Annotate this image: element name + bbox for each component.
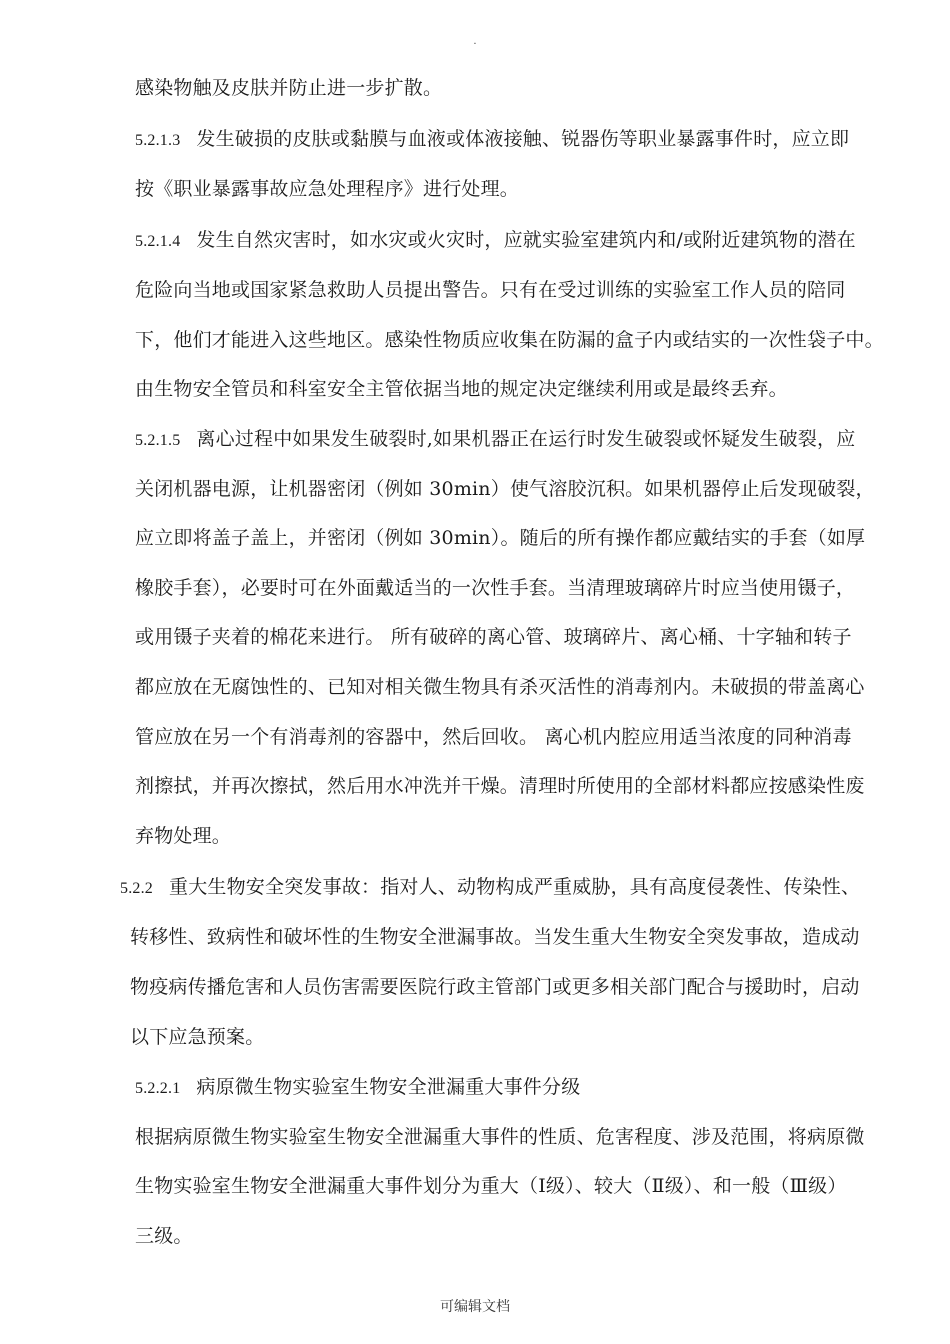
text-line: 由生物安全管员和科室安全主管依据当地的规定决定继续利用或是最终丢弃。 — [135, 378, 788, 400]
text-line: 根据病原微生物实验室生物安全泄漏重大事件的性质、危害程度、涉及范围，将病原微 — [135, 1126, 865, 1148]
text-line: 生物实验室生物安全泄漏重大事件划分为重大（Ⅰ级）、较大（Ⅱ级）、和一般（Ⅲ级） — [135, 1175, 847, 1197]
text-line: 5.2.1.4 发生自然灾害时，如水灾或火灾时，应就实验室建筑内和/或附近建筑物的潜在 — [135, 227, 856, 255]
section-number: 5.2.2.1 — [135, 1080, 181, 1097]
section-number: 5.2.1.4 — [135, 233, 181, 250]
text-line: 剂擦拭，并再次擦拭，然后用水冲洗并干燥。清理时所使用的全部材料都应按感染性废 — [135, 775, 865, 797]
text-line: 管应放在另一个有消毒剂的容器中，然后回收。 离心机内腔应用适当浓度的同种消毒 — [135, 726, 852, 748]
header-mark: . — [473, 36, 477, 47]
text-line: 5.2.2 重大生物安全突发事故：指对人、动物构成严重威胁，具有高度侵袭性、传染性、 — [120, 874, 860, 902]
page-footer: 可编辑文档 — [440, 1299, 510, 1315]
section-number: 5.2.2 — [120, 880, 153, 897]
text-line: 关闭机器电源，让机器密闭（例如 30min）使气溶胶沉积。如果机器停止后发现破裂， — [135, 478, 875, 500]
text-line: 5.2.1.3 发生破损的皮肤或黏膜与血液或体液接触、锐器伤等职业暴露事件时，应立即 — [135, 126, 849, 154]
text-line: 下，他们才能进入这些地区。感染性物质应收集在防漏的盒子内或结实的一次性袋子中。 — [135, 329, 884, 351]
text-line: 5.2.2.1 病原微生物实验室生物安全泄漏重大事件分级 — [135, 1074, 580, 1102]
text-line: 感染物触及皮肤并防止进一步扩散。 — [135, 77, 443, 99]
text-line: 5.2.1.5 离心过程中如果发生破裂时,如果机器正在运行时发生破裂或怀疑发生破裂，应 — [135, 426, 855, 454]
text-line: 或用镊子夹着的棉花来进行。 所有破碎的离心管、玻璃碎片、离心桶、十字轴和转子 — [135, 626, 852, 648]
text-line: 应立即将盖子盖上，并密闭（例如 30min）。随后的所有操作都应戴结实的手套（如厚 — [135, 527, 866, 549]
text-line: 都应放在无腐蚀性的、已知对相关微生物具有杀灭活性的消毒剂内。未破损的带盖离心 — [135, 676, 865, 698]
text-line: 橡胶手套），必要时可在外面戴适当的一次性手套。当清理玻璃碎片时应当使用镊子， — [135, 577, 856, 599]
text-line: 弃物处理。 — [135, 825, 232, 847]
text-line: 以下应急预案。 — [130, 1026, 265, 1048]
text-line: 物疫病传播危害和人员伤害需要医院行政主管部门或更多相关部门配合与援助时，启动 — [130, 976, 860, 998]
text-line: 转移性、致病性和破坏性的生物安全泄漏事故。当发生重大生物安全突发事故，造成动 — [130, 926, 860, 948]
text-line: 危险向当地或国家紧急救助人员提出警告。只有在受过训练的实验室工作人员的陪同 — [135, 279, 846, 301]
section-number: 5.2.1.3 — [135, 132, 181, 149]
text-line: 三级。 — [135, 1225, 193, 1247]
section-number: 5.2.1.5 — [135, 432, 181, 449]
text-line: 按《职业暴露事故应急处理程序》进行处理。 — [135, 178, 520, 200]
